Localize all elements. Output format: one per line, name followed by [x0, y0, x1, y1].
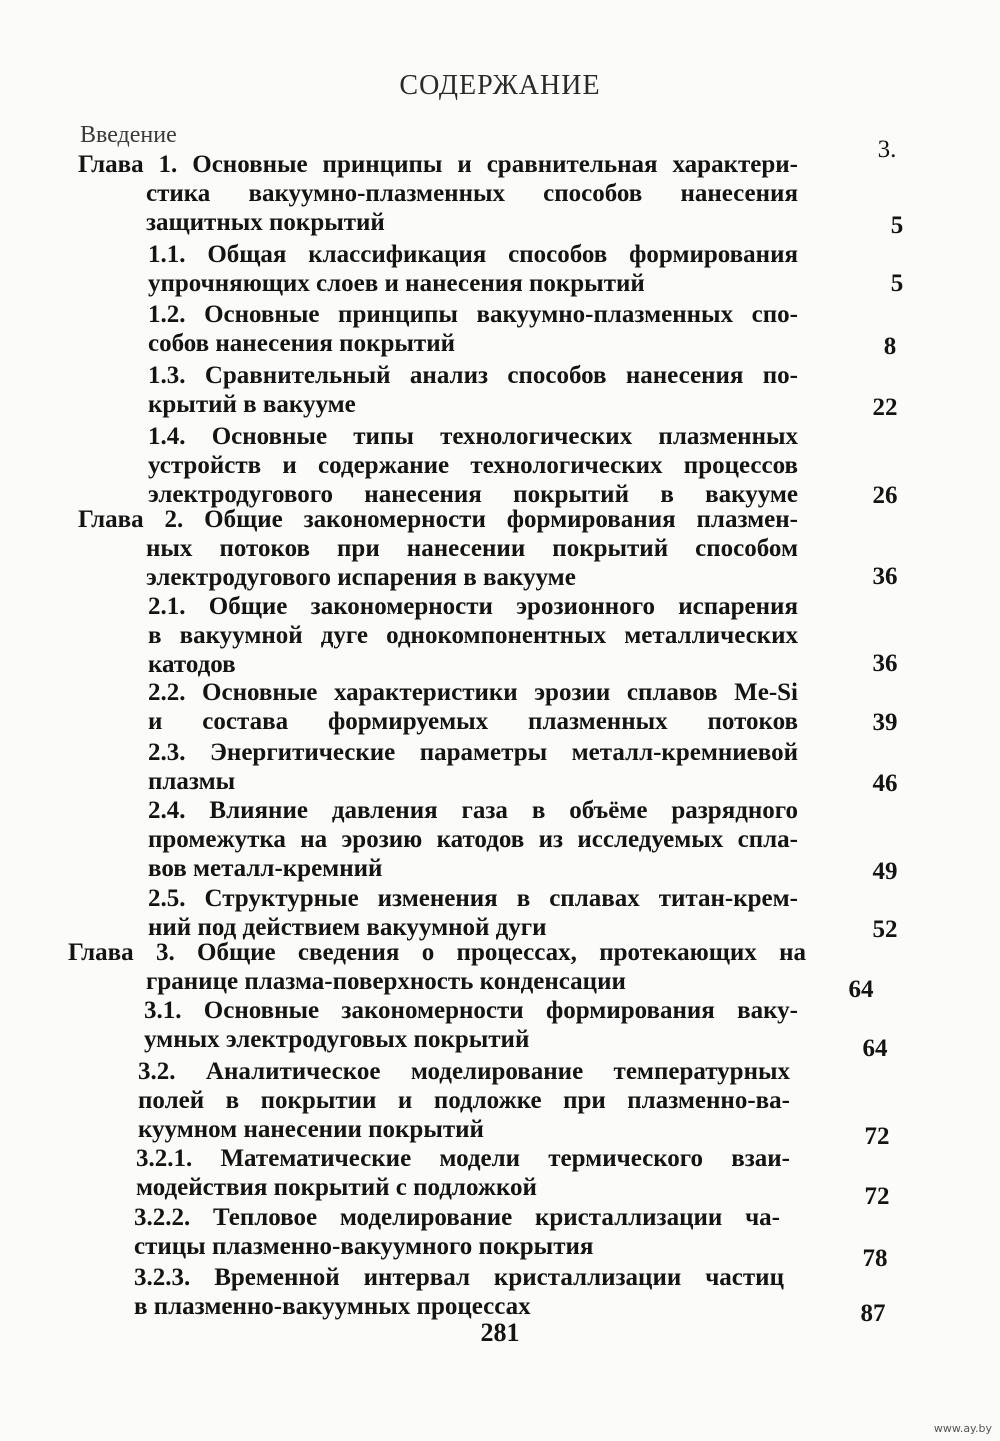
toc-entry-section-1-1	[148, 240, 798, 298]
toc-entry-line: 1.3. Сравнительный анализ способов нанесения по-	[148, 362, 798, 389]
toc-entry-line: 3.2.2. Тепловое моделирование кристаллизации ча-	[134, 1204, 780, 1231]
toc-entry-line: 3.2.3. Временной интервал кристаллизации частиц	[134, 1264, 784, 1291]
toc-entry-line: 1.1. Общая классификация способов формирования	[148, 241, 798, 268]
toc-entry-section-3-2	[138, 1057, 790, 1144]
toc-entry-line: 2.1. Общие закономерности эрозионного испарения	[148, 593, 798, 620]
toc-entry-line: 2.5. Структурные изменения в сплавах титан-крем-	[148, 885, 798, 912]
toc-entry-section-2-2	[148, 678, 798, 736]
toc-entry-line: 1.2. Основные принципы вакуумно-плазменных спо-	[148, 301, 798, 328]
toc-entry-line: электродугового испарения в вакууме	[146, 564, 576, 591]
page-title: СОДЕРЖАНИЕ	[399, 70, 601, 101]
toc-entry-line: стика вакуумно-плазменных способов нанесения	[146, 180, 798, 207]
toc-page-number: 46	[872, 770, 898, 797]
toc-page-number: 5	[890, 212, 904, 239]
toc-entry-line: в плазменно-вакуумных процессах	[134, 1293, 531, 1320]
page-number-footer: 281	[480, 1318, 520, 1347]
toc-entry-section-2-1	[148, 592, 798, 679]
toc-entry-line: плазмы	[148, 768, 236, 795]
toc-entry-section-2-5	[148, 884, 798, 942]
toc-page-number: 72	[864, 1183, 890, 1210]
toc-entry-section-1-3	[148, 361, 798, 419]
toc-entry-section-3-2-1	[136, 1144, 790, 1202]
toc-entry-line: стицы плазменно-вакуумного покрытия	[134, 1233, 594, 1260]
toc-entry-line: Глава 3. Общие сведения о процессах, протекающих на	[68, 939, 806, 966]
toc-page-number: 64	[862, 1035, 888, 1062]
toc-entry-line: и состава формируемых плазменных потоков	[148, 708, 798, 735]
toc-entry-line: в вакуумной дуге однокомпонентных металлических	[148, 622, 798, 649]
toc-page-number: 78	[862, 1245, 888, 1272]
toc-entry-chapter-3	[68, 938, 806, 996]
toc-entry-line: 1.4. Основные типы технологических плазменных	[148, 423, 798, 450]
toc-entry-title: Введение	[80, 122, 177, 148]
toc-entry-line: катодов	[148, 651, 236, 678]
toc-page-number: 39	[872, 709, 898, 736]
toc-entry-line: Глава 2. Общие закономерности формирования плазмен-	[78, 506, 798, 533]
toc-entry-chapter-2	[78, 505, 798, 592]
toc-page-number: 72	[864, 1123, 890, 1150]
toc-page-number: 52	[872, 916, 898, 943]
toc-entry-line: границе плазма-поверхность конденсации	[146, 968, 626, 995]
toc-entry-introduction	[80, 122, 177, 149]
toc-page-number: 22	[872, 394, 898, 421]
toc-entry-section-1-4	[148, 422, 798, 509]
toc-page-number: 8	[883, 333, 897, 360]
toc-entry-chapter-1	[78, 150, 798, 237]
toc-entry-line: модействия покрытий с подложкой	[136, 1174, 537, 1201]
toc-entry-line: промежутка на эрозию катодов из исследуемых спла-	[148, 826, 798, 853]
toc-entry-line: 3.2.1. Математические модели термического взаи-	[136, 1145, 790, 1172]
watermark: www.ay.by	[933, 1422, 992, 1435]
toc-entry-line: Глава 1. Основные принципы и сравнительная характери-	[78, 151, 798, 178]
toc-page-number: 5	[890, 270, 904, 297]
toc-entry-line: собов нанесения покрытий	[148, 330, 456, 357]
toc-page-number: 64	[848, 976, 874, 1003]
toc-entry-line: полей в покрытии и подложке при плазменно-ва-	[138, 1087, 790, 1114]
toc-entry-line: куумном нанесении покрытий	[138, 1116, 484, 1143]
toc-entry-line: 3.2. Аналитическое моделирование температурных	[138, 1058, 790, 1085]
toc-entry-line: 2.2. Основные характеристики эрозии сплавов Me-Si	[148, 679, 798, 706]
toc-page-number: 49	[872, 858, 898, 885]
toc-entry-line: ных потоков при нанесении покрытий способом	[146, 535, 798, 562]
toc-page-number: 87	[860, 1300, 886, 1327]
toc-entry-section-3-1	[144, 996, 798, 1054]
toc-page-number: 3.	[877, 136, 897, 163]
toc-entry-line: вов металл-кремний	[148, 855, 383, 882]
toc-entry-section-3-2-3	[134, 1263, 784, 1321]
toc-entry-line: умных электродуговых покрытий	[144, 1026, 530, 1053]
toc-entry-line: устройств и содержание технологических процессов	[148, 452, 798, 479]
toc-entry-section-1-2	[148, 300, 798, 358]
toc-entry-line: 2.4. Влияние давления газа в объёме разрядного	[148, 797, 798, 824]
toc-entry-section-3-2-2	[134, 1203, 780, 1261]
toc-entry-line: защитных покрытий	[146, 209, 385, 236]
toc-page-number: 26	[872, 482, 898, 509]
toc-entry-section-2-4	[148, 796, 798, 883]
toc-page-number: 36	[872, 650, 898, 677]
toc-entry-line: 2.3. Энергитические параметры металл-кремниевой	[148, 739, 798, 766]
toc-entry-line: упрочняющих слоев и нанесения покрытий	[148, 270, 645, 297]
toc-entry-line: электродугового нанесения покрытий в вакууме	[148, 481, 798, 508]
toc-page-number: 36	[872, 563, 898, 590]
toc-entry-line: 3.1. Основные закономерности формирования ваку-	[144, 997, 798, 1024]
toc-entry-line: ний под действием вакуумной дуги	[148, 914, 547, 941]
toc-entry-line: крытий в вакууме	[148, 391, 356, 418]
toc-entry-section-2-3	[148, 738, 798, 796]
